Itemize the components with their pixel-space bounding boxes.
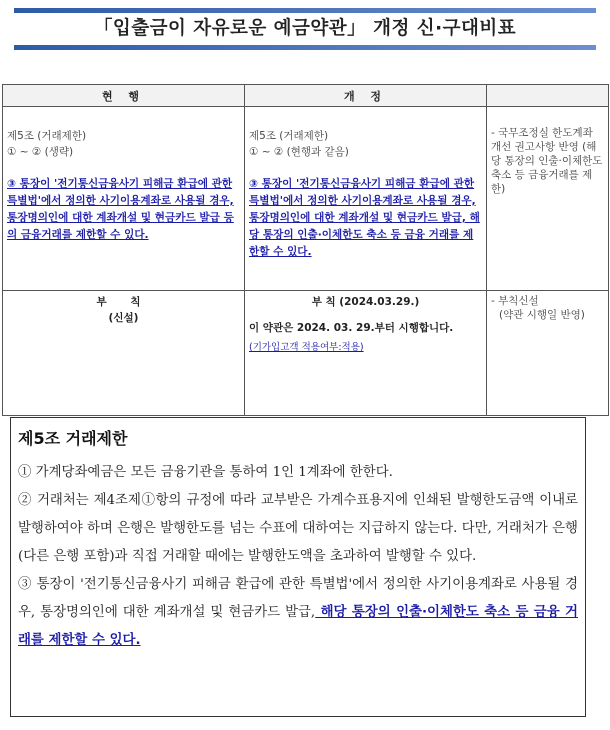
current-omitted: ① ~ ② (생략) (7, 146, 74, 158)
current-supplementary-heading: 부 칙 (96, 296, 151, 308)
revised-supplementary-heading: 부 칙 (2024.03.29.) (311, 296, 420, 308)
revised-clause3: ③ 통장이 '전기통신금융사기 피해금 환급에 관한 특별법'에서 정의한 사기이용계좌로 사용될 경우, 통장명의인에 대한 계좌개설 및 현금카드 발급, 해당 통장의 인출·이체한도 축소 등 금융 거래를 제한할 수 있다. (249, 178, 480, 258)
table-row (3, 107, 609, 291)
current-article5-cell (3, 107, 245, 291)
header-revised: 개 정 (245, 85, 487, 107)
current-article-title: 제5조 (거래제한) (7, 130, 87, 142)
note-article5: - 국무조정실 한도계좌 개선 권고사항 반영 (해당 통장의 인출·이체한도 축소 등 금융거래를 제한) (491, 127, 603, 195)
note-supplementary-line2: (약관 시행일 반영) (499, 309, 585, 321)
revised-supplementary-cell (245, 291, 487, 416)
article5-full-text-box (10, 417, 586, 717)
note-article5-cell (487, 107, 609, 291)
header-note (487, 85, 609, 107)
current-supplementary-new: (신설) (108, 312, 139, 324)
revised-omitted: ① ~ ② (현행과 같음) (249, 146, 349, 158)
page-title: 「입출금이 자유로운 예금약관」 개정 신·구대비표 (93, 18, 517, 39)
comparison-table (2, 84, 609, 416)
table-row (3, 291, 609, 416)
title-bar (14, 8, 596, 50)
title-band-bottom (14, 45, 596, 50)
revised-effective-date: 이 약관은 2024. 03. 29.부터 시행합니다. (249, 322, 454, 334)
article5-clause3 (18, 571, 578, 655)
article5-clause3-emphasis: 해당 통장의 인출·이체한도 축소 등 금융 거래를 제한할 수 있다. (18, 605, 578, 648)
current-clause3: ③ 통장이 '전기통신금융사기 피해금 환급에 관한 특별법'에서 정의한 사기이용계좌로 사용될 경우, 통장명의인에 대한 계좌개설 및 현금카드 발급 등의 금융거래를 제한할 수 있다. (7, 178, 234, 241)
table-header-row (3, 85, 609, 107)
current-supplementary-cell (3, 291, 245, 416)
header-current: 현 행 (3, 85, 245, 107)
article5-clause2: ② 거래처는 제4조제①항의 규정에 따라 교부받은 가계수표용지에 인쇄된 발행한도금액 이내로 발행하여야 하며 은행은 발행한도를 넘는 수표에 대하여는 지급하지 않는다. 다만, 거래처가 은행(다른 은행 포함)과 직접 거래할 때에는 발행한도액을 초과하여 발행할 수 있다. (18, 493, 578, 564)
revised-article-title: 제5조 (거래제한) (249, 130, 329, 142)
revised-article5-cell (245, 107, 487, 291)
note-supplementary-line1: - 부칙신설 (491, 295, 539, 307)
revised-apply-existing: (기가입고객 적용여부:적용) (249, 342, 364, 353)
article5-title: 제5조 거래제한 (18, 429, 128, 448)
article5-clause3-text: ③ 통장이 '전기통신금융사기 피해금 환급에 관한 특별법'에서 정의한 사기이용계좌로 사용될 경우, 통장명의인에 대한 계좌개설 및 현금카드 발급, (18, 577, 578, 620)
note-supplementary-cell (487, 291, 609, 416)
article5-clause1: ① 가계당좌예금은 모든 금융기관을 통하여 1인 1계좌에 한한다. (18, 465, 393, 480)
